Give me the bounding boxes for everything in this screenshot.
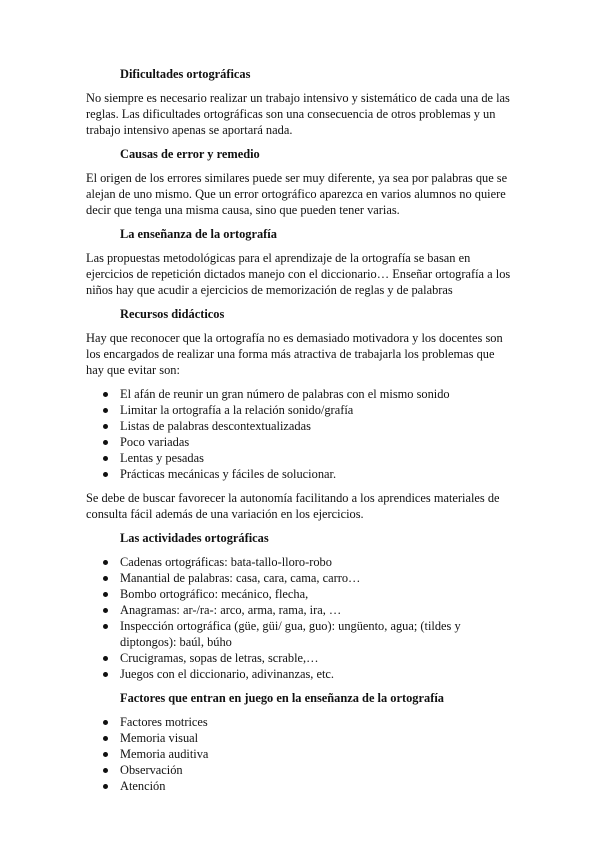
heading-recursos: Recursos didácticos [120, 307, 225, 321]
list-item: Inspección ortográfica (güe, güi/ gua, guo): ungüento, agua; (tildes y diptongos): baúl, búho [86, 618, 514, 650]
heading-factores: Factores que entran en juego en la enseñanza de la ortografía [120, 691, 444, 705]
bullet-icon [103, 624, 108, 629]
list-actividades [86, 554, 514, 682]
bullet-icon [103, 560, 108, 565]
bullet-icon [103, 736, 108, 741]
list-item: Observación [86, 762, 514, 778]
bullet-icon [103, 752, 108, 757]
heading-actividades: Las actividades ortográficas [120, 531, 269, 545]
list-item: Poco variadas [86, 434, 514, 450]
bullet-icon [103, 768, 108, 773]
heading-dificultades: Dificultades ortográficas [120, 67, 251, 81]
heading-ensenanza: La enseñanza de la ortografía [120, 227, 277, 241]
bullet-icon [103, 784, 108, 789]
bullet-icon [103, 424, 108, 429]
list-item: Cadenas ortográficas: bata-tallo-lloro-robo [86, 554, 514, 570]
list-item: El afán de reunir un gran número de palabras con el mismo sonido [86, 386, 514, 402]
list-item: Manantial de palabras: casa, cara, cama, carro… [86, 570, 514, 586]
list-item: Memoria visual [86, 730, 514, 746]
paragraph-recursos: Hay que reconocer que la ortografía no es demasiado motivadora y los docentes son los encargados de realizar una forma más atractiva de trabajarla los problemas que hay que evitar son: [86, 331, 503, 377]
bullet-icon [103, 456, 108, 461]
bullet-icon [103, 656, 108, 661]
paragraph-causas: El origen de los errores similares puede ser muy diferente, ya sea por palabras que se alejan de uno mismo. Que un error ortográfico aparezca en varios alumnos no quiere decir que tenga una misma causa, sino que pueden tener varias. [86, 171, 508, 217]
list-item: Limitar la ortografía a la relación sonido/grafía [86, 402, 514, 418]
list-item: Anagramas: ar-/ra-: arco, arma, rama, ira, … [86, 602, 514, 618]
bullet-icon [103, 672, 108, 677]
list-item: Factores motrices [86, 714, 514, 730]
bullet-icon [103, 608, 108, 613]
list-item: Juegos con el diccionario, adivinanzas, etc. [86, 666, 514, 682]
list-item: Prácticas mecánicas y fáciles de solucionar. [86, 466, 514, 482]
list-item: Listas de palabras descontextualizadas [86, 418, 514, 434]
bullet-icon [103, 392, 108, 397]
bullet-icon [103, 576, 108, 581]
bullet-icon [103, 592, 108, 597]
bullet-icon [103, 440, 108, 445]
list-item: Bombo ortográfico: mecánico, flecha, [86, 586, 514, 602]
heading-causas: Causas de error y remedio [120, 147, 260, 161]
paragraph-ensenanza: Las propuestas metodológicas para el aprendizaje de la ortografía se basan en ejercicios de repetición dictados manejo con el diccionario… Enseñar ortografía a los niños hay que acudir a ejercicios de memorización de reglas y de palabras [86, 251, 511, 297]
paragraph-dificultades: No siempre es necesario realizar un trabajo intensivo y sistemático de cada una de las reglas. Las dificultades ortográficas son una consecuencia de otros problemas y un trabajo intensivo apenas se aportará nada. [86, 91, 510, 137]
list-item: Atención [86, 778, 514, 794]
list-recursos [86, 386, 514, 482]
list-item: Crucigramas, sopas de letras, scrable,… [86, 650, 514, 666]
paragraph-recursos-closing: Se debe de buscar favorecer la autonomía facilitando a los aprendices materiales de consulta fácil además de una variación en los ejercicios. [86, 491, 500, 521]
list-factores [86, 714, 514, 794]
list-item: Memoria auditiva [86, 746, 514, 762]
list-item: Lentas y pesadas [86, 450, 514, 466]
bullet-icon [103, 472, 108, 477]
bullet-icon [103, 720, 108, 725]
bullet-icon [103, 408, 108, 413]
